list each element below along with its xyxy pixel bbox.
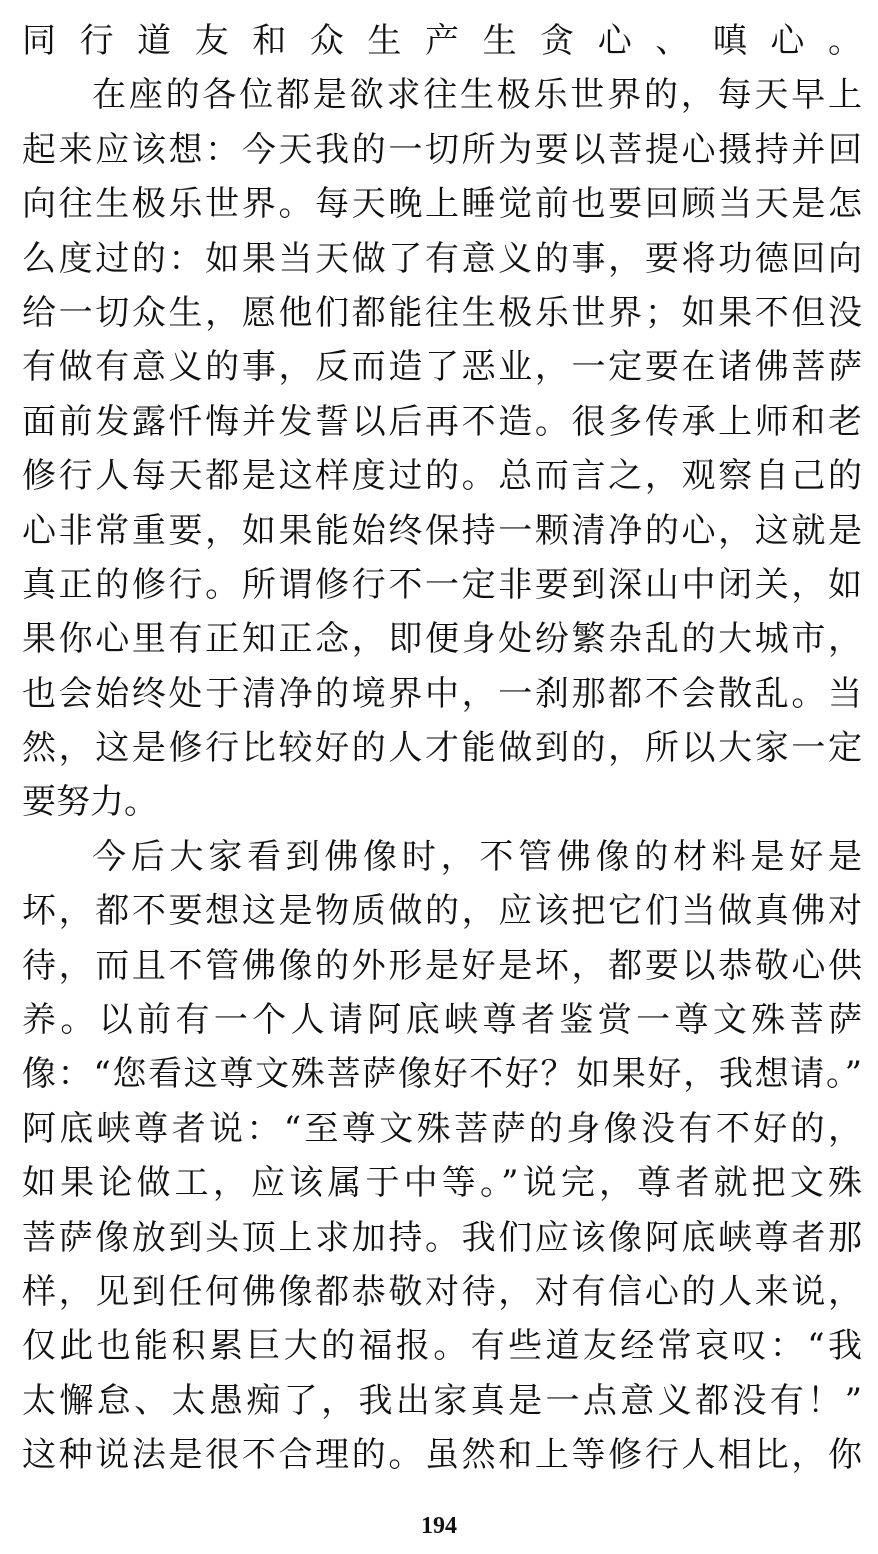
text-line: 果你心里有正知正念，即便身处纷繁杂乱的大城市，: [22, 619, 862, 660]
text-line: 起来应该想：今天我的一切所为要以菩提心摄持并回: [22, 129, 862, 170]
paragraph-start-line: 在座的各位都是欲求往生极乐世界的，每天早上: [92, 75, 862, 116]
page-number: 194: [421, 1513, 457, 1539]
paragraph-start-line: 今后大家看到佛像时，不管佛像的材料是好是: [92, 836, 862, 877]
text-line: 菩萨像放到头顶上求加持。我们应该像阿底峡尊者那: [22, 1217, 862, 1258]
text-line: 面前发露忏悔并发誓以后再不造。很多传承上师和老: [22, 401, 862, 442]
text-line: 仅此也能积累巨大的福报。有些道友经常哀叹：“我: [22, 1326, 862, 1367]
text-line: 如果论做工，应该属于中等。”说完，尊者就把文殊: [22, 1163, 862, 1204]
body-text: [22, 14, 862, 1483]
text-line: 太懈怠、太愚痴了，我出家真是一点意义都没有！”: [22, 1380, 862, 1421]
text-line: 样，见到任何佛像都恭敬对待，对有信心的人来说，: [22, 1271, 862, 1312]
paragraph-end-line: 要努力。: [22, 782, 158, 823]
text-line: 坏，都不要想这是物质做的，应该把它们当做真佛对: [22, 891, 862, 932]
text-line: 给一切众生，愿他们都能往生极乐世界；如果不但没: [22, 292, 862, 333]
text-line: 有做有意义的事，反而造了恶业，一定要在诸佛菩萨: [22, 347, 862, 388]
text-line: 阿底峡尊者说：“至尊文殊菩萨的身像没有不好的，: [22, 1108, 862, 1149]
text-line: 向往生极乐世界。每天晚上睡觉前也要回顾当天是怎: [22, 184, 862, 225]
text-line: 也会始终处于清净的境界中，一刹那都不会散乱。当: [22, 673, 862, 714]
text-line: 同行道友和众生产生贪心、嗔心。: [22, 21, 862, 61]
text-line: 待，而且不管佛像的外形是好是坏，都要以恭敬心供: [22, 945, 862, 986]
text-line: 然，这是修行比较好的人才能做到的，所以大家一定: [22, 728, 862, 769]
text-line: 么度过的：如果当天做了有意义的事，要将功德回向: [22, 238, 862, 279]
text-line: 真正的修行。所谓修行不一定非要到深山中闭关，如: [22, 564, 862, 605]
text-line: 养。以前有一个人请阿底峡尊者鉴赏一尊文殊菩萨: [22, 1000, 862, 1041]
text-line: 这种说法是很不合理的。虽然和上等修行人相比，你: [22, 1435, 862, 1476]
text-line: 心非常重要，如果能始终保持一颗清净的心，这就是: [22, 510, 862, 551]
text-line: 修行人每天都是这样度过的。总而言之，观察自己的: [22, 456, 862, 497]
text-line: 像：“您看这尊文殊菩萨像好不好？如果好，我想请。”: [22, 1054, 862, 1095]
